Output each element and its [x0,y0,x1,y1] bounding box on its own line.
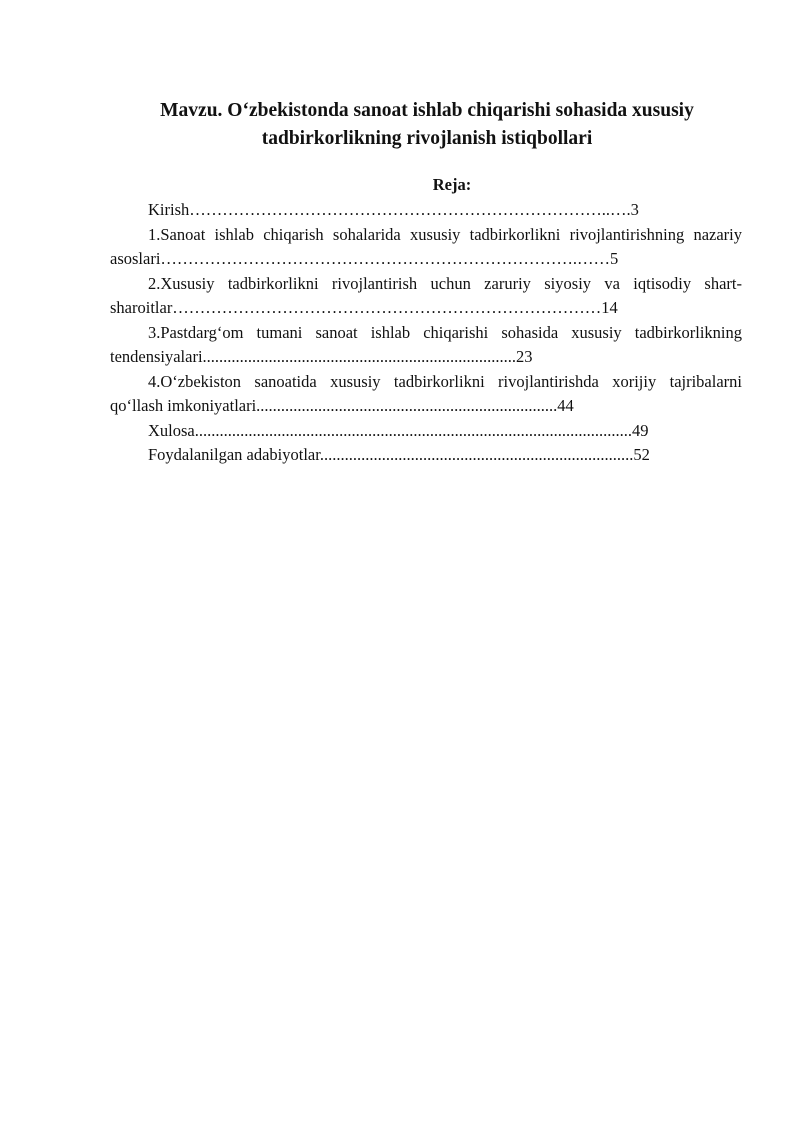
toc-entry-references: Foydalanilgan adabiyotlar............................................................................52 [148,445,650,464]
table-of-contents [110,198,742,468]
document-title [110,97,744,153]
plan-heading: Reja: [432,175,472,194]
toc-entry-chapter-4: 4.O‘zbekiston sanoatida xususiy tadbirkorlikni rivojlantirishda xorijiy tajribalarni qo‘llash imkoniyatlari.........................................................................44 [110,371,742,415]
title-line-2: tadbirkorlikning rivojlanish istiqbollari [261,128,593,149]
title-line-1: Mavzu. O‘zbekistonda sanoat ishlab chiqarishi sohasida xususiy [160,100,694,121]
toc-entry-chapter-3: 3.Pastdarg‘om tumani sanoat ishlab chiqarishi sohasida xususiy tadbirkorlikning tendensiyalari............................................................................23 [110,322,742,366]
toc-entry-chapter-1: 1.Sanoat ishlab chiqarish sohalarida xususiy tadbirkorlikni rivojlantirishning nazariy asoslari………………………………………………………………….……5 [110,224,742,268]
toc-entry-introduction: Kirish…………………………………………………………………..….3 [148,200,639,219]
toc-entry-chapter-2: 2.Xususiy tadbirkorlikni rivojlantirish uchun zaruriy siyosiy va iqtisodiy shart-sharoitlar……………………………………………………………………14 [110,273,742,317]
toc-entry-conclusion: Xulosa..........................................................................................................49 [148,420,649,440]
